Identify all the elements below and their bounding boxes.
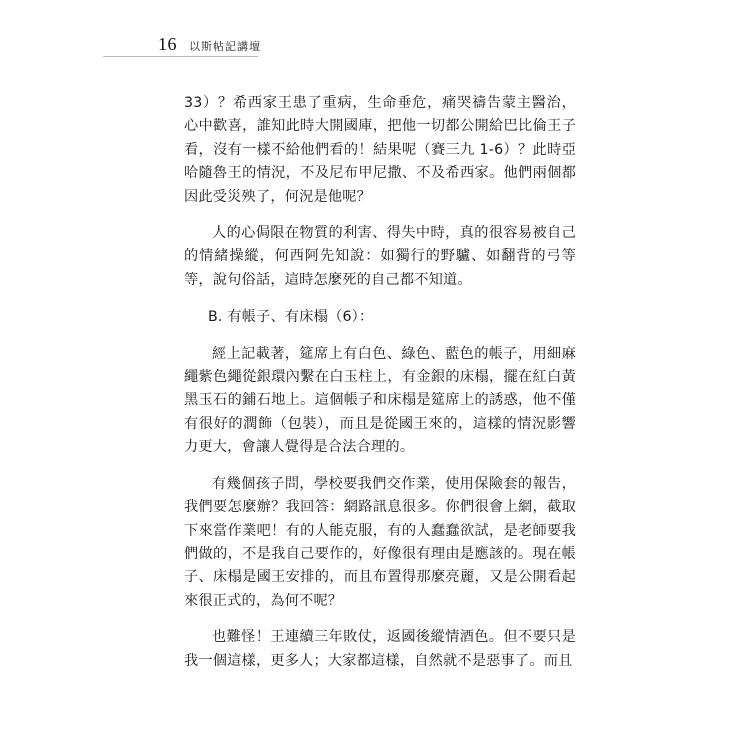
paragraph: 33）？希西家王患了重病，生命垂危，痛哭禱告蒙主醫治，心中歡喜，誰知此時大開國庫，把他一切都公開給巴比倫王子看，沒有一樣不給他們看的！結果呢（賽三九 1-6）？此時亞哈隨魯王的情況，不及尼布甲尼撒、不及希西家。他們兩個都因此受災殃了，何況是他呢？	[184, 95, 576, 205]
page-body	[184, 92, 576, 686]
paragraph: 經上記載著，筵席上有白色、綠色、藍色的帳子，用細麻繩紫色繩從銀環內繫在白玉柱上，有金銀的床榻，擺在紅白黃黑玉石的鋪石地上。這個帳子和床榻是筵席上的誘惑，他不僅有很好的潤飾（包裝），而且是從國王來的，這樣的情況影響力更大，會讓人覺得是合法合理的。	[184, 345, 576, 456]
section-heading: B. 有帳子、有床榻（6）：	[208, 309, 374, 326]
paragraph: 也難怪！王連續三年敗仗，返國後縱情酒色。但不要只是我一個這樣，更多人；大家都這樣，自然就不是惡事了。而且	[184, 629, 576, 669]
paragraph: 有幾個孩子問，學校要我們交作業，使用保險套的報告，我們要怎麼辦？我回答：網路訊息很多。你們很會上網，截取下來當作業吧！有的人能克服，有的人蠢蠢欲試，是老師要我們做的，不是我自己要作的，好像很有理由是應該的。現在帳子、床榻是國王安排的，而且布置得那麼亮麗，又是公開看起來很正式的，為何不呢？	[184, 475, 576, 609]
paragraph: 人的心侷限在物質的利害、得失中時，真的很容易被自己的情緒操縱，何西阿先知說：如獨行的野驢、如翻背的弓等等，說句俗話，這時怎麼死的自己都不知道。	[184, 225, 576, 288]
book-title: 以斯帖記講壇	[189, 40, 261, 53]
header-divider	[103, 56, 258, 57]
page-number: 16	[158, 34, 177, 54]
page-header	[158, 34, 261, 55]
